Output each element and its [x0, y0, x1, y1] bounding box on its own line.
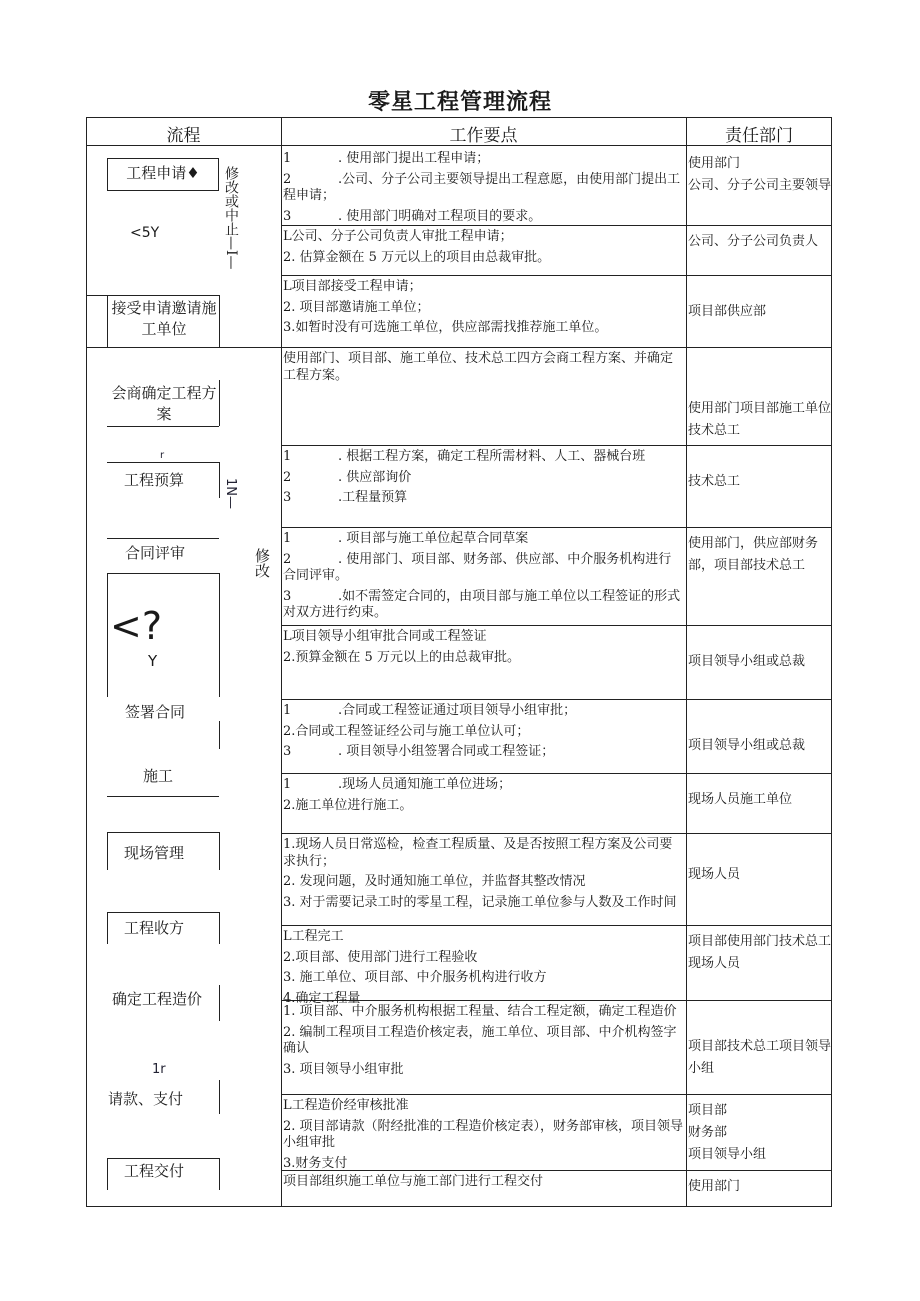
responsible-dept: 项目部供应部 [688, 304, 767, 319]
header-flow: 流程 [166, 126, 201, 146]
work-point-line [283, 837, 684, 870]
work-point-cell [283, 351, 684, 388]
work-point-line [283, 1098, 684, 1115]
responsible-dept: 技术总工 [688, 474, 741, 489]
responsible-dept-cell [688, 789, 832, 811]
flow-connector [107, 832, 108, 870]
row-divider [281, 773, 832, 774]
responsible-dept-cell [688, 1100, 832, 1166]
responsible-dept: 项目部 [688, 1103, 728, 1118]
work-point-text: 1.现场人员日常巡检，检查工程质量、及是否按照工程方案及公司要求执行； [283, 837, 673, 869]
flow-step-payment: 请款、支付 [108, 1090, 184, 1108]
work-point-line [283, 724, 684, 741]
header-points: 工作要点 [449, 126, 518, 146]
work-point-number: 3 [283, 588, 292, 604]
work-point-line [283, 151, 684, 168]
work-point-cell [283, 1098, 684, 1176]
work-point-text: 1. 项目部、中介服务机构根据工程量、结合工程定额，确定工程造价 [283, 1004, 677, 1019]
work-point-text: . 项目部与施工单位起草合同草案 [338, 531, 529, 546]
work-point-line [283, 552, 684, 585]
work-point-line [283, 970, 684, 987]
flow-connector [107, 912, 108, 944]
work-point-text: 3.如暂时没有可选施工单位，供应部需找推荐施工单位。 [283, 320, 608, 335]
work-point-cell [283, 279, 684, 341]
work-point-text: . 使用部门提出工程申请； [338, 151, 490, 166]
row-divider [281, 347, 832, 348]
responsible-dept: 使用部门，供应部财务部，项目部技术总工 [688, 536, 819, 573]
work-point-text: . 使用部门明确对工程项目的要求。 [338, 208, 542, 224]
work-point-line [283, 1004, 684, 1021]
flow-connector [219, 721, 220, 749]
responsible-dept: 现场人员 [688, 867, 741, 882]
flow-connector [219, 462, 220, 498]
responsible-dept-cell [688, 735, 832, 757]
work-point-text: .如不需签定合同的，由项目部与施工单位以工程签证的形式对双方进行约束。 [283, 588, 681, 620]
flow-connector [86, 347, 281, 348]
flow-connector [107, 573, 219, 574]
responsible-dept: 项目部使用部门技术总工现场人员 [688, 934, 832, 971]
work-point-text: 2. 编制工程项目工程造价核定表，施工单位、项目部、中介机构签字确认 [283, 1024, 677, 1056]
work-point-cell [283, 777, 684, 818]
responsible-dept: 使用部门 [688, 156, 741, 171]
work-point-line [283, 279, 684, 296]
work-point-text: 2.合同或工程签证经公司与施工单位认可； [283, 723, 530, 739]
work-point-line [283, 589, 684, 622]
work-point-text: 使用部门、项目部、施工单位、技术总工四方会商工程方案、并确定工程方案。 [283, 351, 674, 383]
flow-step-measure: 工程收方 [124, 919, 185, 937]
work-point-line [283, 209, 684, 226]
work-point-number: 1 [283, 151, 292, 166]
responsible-dept-cell [688, 153, 832, 197]
work-point-number: 1 [283, 703, 292, 718]
work-point-number: 1 [283, 531, 292, 546]
work-point-line [283, 895, 684, 912]
responsible-dept-cell [688, 864, 832, 886]
work-point-text: 2.预算金额在 5 万元以上的由总裁审批。 [283, 649, 520, 665]
flow-connector [219, 1080, 220, 1114]
work-point-line [283, 777, 684, 794]
flow-mark: r [160, 450, 165, 461]
work-point-line [283, 650, 684, 667]
work-point-text: .公司、分子公司主要领导提出工程意愿，由使用部门提出工程申请； [283, 171, 681, 203]
work-point-text: 2. 项目部请款（附经批准的工程造价核定表），财务部审核，项目领导小组审批 [283, 1118, 684, 1150]
flow-step-application: 工程申请♦ [107, 158, 219, 191]
responsible-dept: 项目领导小组或总裁 [688, 654, 806, 669]
flow-side-label-modify2: 修改 [253, 548, 271, 578]
document-title: 零星工程管理流程 [367, 90, 552, 115]
work-point-number: 2 [283, 469, 292, 485]
header-dept: 责任部门 [725, 126, 793, 146]
work-point-text: 2.项目部、使用部门进行工程验收 [283, 949, 478, 965]
work-point-line [283, 629, 684, 646]
row-divider [281, 925, 832, 926]
column-divider [281, 117, 282, 1207]
work-point-cell [283, 449, 684, 511]
responsible-dept: 公司、分子公司主要领导 [688, 178, 832, 193]
work-point-cell [283, 929, 684, 1011]
row-divider [281, 833, 832, 834]
work-point-line [283, 172, 684, 205]
row-divider [281, 1094, 832, 1095]
work-point-cell [283, 703, 684, 765]
work-point-cell [283, 229, 684, 270]
responsible-dept-cell [688, 1036, 832, 1080]
work-point-text: L公司、分子公司负责人审批工程申请； [283, 229, 513, 244]
flow-connector [107, 1158, 219, 1159]
responsible-dept: 项目部技术总工项目领导小组 [688, 1039, 832, 1076]
flow-connector [219, 912, 220, 944]
flow-connector [107, 295, 108, 347]
flow-connector [107, 426, 219, 427]
flow-connector [219, 832, 220, 870]
work-point-text: 项目部组织施工单位与施工部门进行工程交付 [283, 1174, 544, 1189]
work-point-cell [283, 531, 684, 626]
work-point-text: 3.财务支付 [283, 1155, 348, 1171]
work-point-line [283, 929, 684, 946]
work-point-text: .工程量预算 [338, 490, 408, 505]
responsible-dept: 公司、分子公司负责人 [688, 234, 819, 249]
row-divider [281, 275, 832, 276]
work-point-text: 3. 对于需要记录工时的零星工程，记录施工单位参与人数及工作时间 [283, 894, 677, 910]
work-point-text: . 根据工程方案，确定工程所需材料、人工、器械台班 [338, 449, 646, 464]
column-divider [686, 117, 687, 1207]
work-point-line [283, 874, 684, 891]
work-point-line [283, 1062, 684, 1079]
work-point-number: 3 [283, 490, 292, 505]
work-point-number: 3 [283, 208, 292, 224]
work-point-text: . 供应部询价 [338, 469, 412, 485]
work-point-line [283, 449, 684, 466]
work-point-text: 2.施工单位进行施工。 [283, 797, 413, 813]
flow-connector [107, 1158, 108, 1190]
work-point-cell [283, 1004, 684, 1082]
flow-connector [107, 462, 219, 463]
flow-step-site: 现场管理 [124, 844, 185, 862]
flow-connector [86, 347, 87, 1207]
work-point-cell [283, 629, 684, 670]
work-point-cell [283, 1174, 684, 1195]
responsible-dept-cell [688, 533, 832, 577]
work-point-number: 1 [283, 449, 292, 464]
work-point-text: 3. 施工单位、项目部、中介服务机构进行收方 [283, 970, 547, 985]
responsible-dept: 现场人员施工单位 [688, 792, 793, 807]
work-point-text: L项目领导小组审批合同或工程签证 [283, 629, 487, 644]
work-point-text: 2. 项目部邀请施工单位； [283, 299, 430, 315]
work-point-line [283, 531, 684, 548]
work-point-number: 2 [283, 171, 292, 187]
flow-step-sign: 签署合同 [125, 703, 186, 721]
flow-connector [219, 985, 220, 1021]
work-point-line [283, 229, 684, 246]
row-divider [281, 527, 832, 528]
work-point-line [283, 1174, 684, 1191]
flow-side-label-modify: 修改或中止—I— [223, 166, 239, 270]
flow-step-invite: 接受申请邀请施工单位 [111, 299, 217, 338]
work-point-text: .现场人员通知施工单位进场； [338, 777, 512, 792]
work-point-number: 3 [283, 744, 292, 759]
flow-decision-yes: Y [148, 652, 158, 670]
flow-step-cost: 确定工程造价 [112, 990, 203, 1008]
flow-connector [219, 295, 220, 347]
flow-connector [107, 796, 219, 797]
work-point-line [283, 1025, 684, 1058]
responsible-dept: 使用部门项目部施工单位技术总工 [688, 401, 832, 438]
flow-decision: <? [110, 604, 163, 648]
row-divider [281, 699, 832, 700]
work-point-line [283, 250, 684, 267]
flow-step-build: 施工 [143, 767, 174, 785]
work-point-line [283, 470, 684, 487]
responsible-dept-cell [688, 471, 832, 493]
responsible-dept-cell [688, 301, 832, 323]
flow-step-delivery: 工程交付 [124, 1162, 185, 1180]
work-point-text: 2. 发现问题，及时通知施工单位，并监督其整改情况 [283, 874, 586, 889]
work-point-line [283, 744, 684, 761]
row-divider [281, 445, 832, 446]
flow-step-review: 合同评审 [125, 544, 186, 562]
responsible-dept-cell [688, 231, 832, 253]
flow-side-label-n: 1N— [223, 478, 238, 509]
flow-connector [219, 380, 220, 426]
work-point-text: 2. 估算金额在 5 万元以上的项目由总裁审批。 [283, 249, 551, 265]
flow-connector [107, 912, 219, 913]
work-point-line [283, 798, 684, 815]
work-point-line [283, 950, 684, 967]
responsible-dept-cell [688, 931, 832, 975]
flow-connector [107, 573, 108, 697]
flow-condition-label: <5Y [130, 225, 160, 241]
work-point-line [283, 1119, 684, 1152]
responsible-dept-cell [688, 398, 832, 442]
work-point-text: .合同或工程签证通过项目领导小组审批； [338, 703, 577, 718]
work-point-line [283, 490, 684, 507]
responsible-dept: 财务部 [688, 1125, 728, 1140]
responsible-dept-cell [688, 1176, 832, 1198]
flow-connector [219, 573, 220, 697]
flow-mark: 1r [152, 1062, 166, 1077]
responsible-dept-cell [688, 651, 832, 673]
responsible-dept: 使用部门 [688, 1179, 741, 1194]
responsible-dept: 项目领导小组 [688, 1147, 767, 1162]
flow-connector [219, 1158, 220, 1190]
work-point-line [283, 351, 684, 384]
work-point-line [283, 1156, 684, 1173]
work-point-cell [283, 837, 684, 915]
work-point-line [283, 300, 684, 317]
work-point-number: 1 [283, 777, 292, 792]
flow-connector [107, 538, 219, 539]
flow-step-plan: 会商确定工程方案 [111, 384, 217, 423]
work-point-text: 3. 项目领导小组审批 [283, 1061, 404, 1077]
work-point-text: L工程完工 [283, 929, 344, 944]
responsible-dept: 项目领导小组或总裁 [688, 738, 806, 753]
work-point-line [283, 703, 684, 720]
work-point-text: 4.确定工程量 [283, 990, 361, 1006]
work-point-line [283, 320, 684, 337]
work-point-cell [283, 151, 684, 229]
work-point-text: . 使用部门、项目部、财务部、供应部、中介服务机构进行合同评审。 [283, 551, 672, 583]
flow-step-budget: 工程预算 [124, 471, 185, 489]
work-point-text: L项目部接受工程申请； [283, 279, 422, 294]
work-point-number: 2 [283, 551, 292, 567]
work-point-text: . 项目领导小组签署合同或工程签证； [338, 744, 555, 759]
work-point-text: L工程造价经审核批准 [283, 1098, 409, 1113]
flow-connector [107, 832, 219, 833]
flow-connector [86, 295, 219, 296]
